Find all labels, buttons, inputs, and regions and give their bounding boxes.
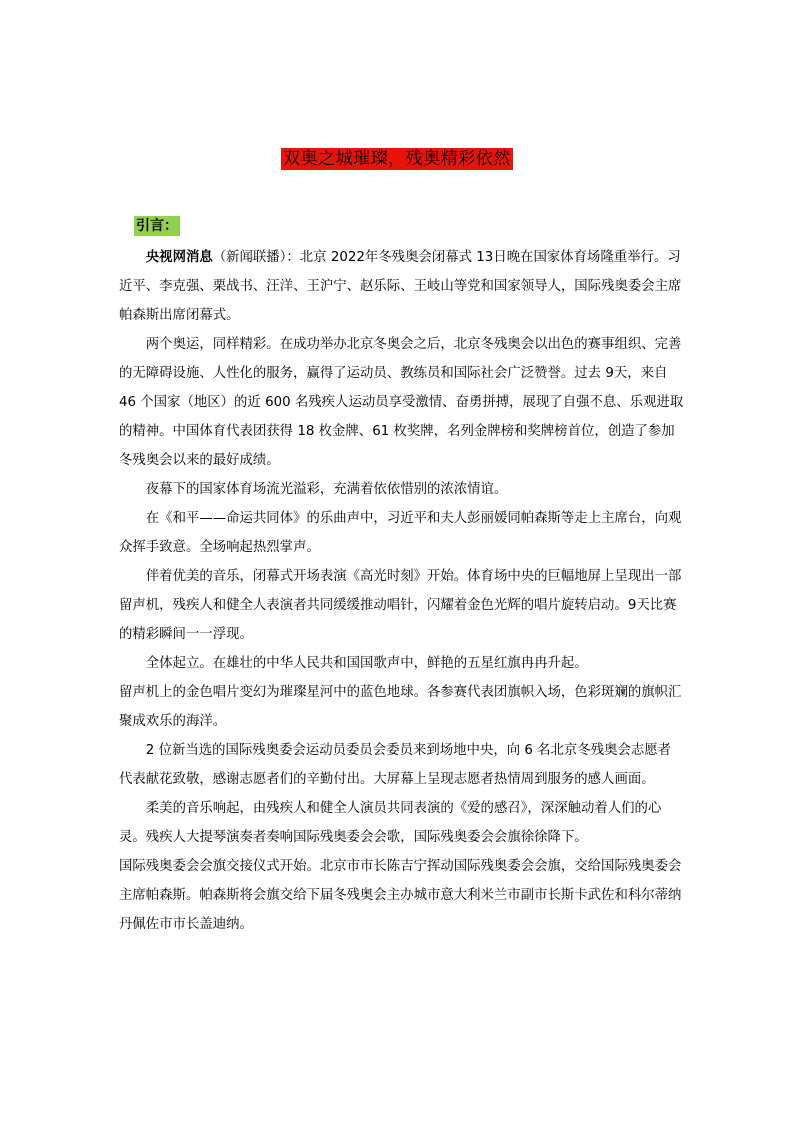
- title-container: [0, 148, 794, 170]
- paragraph-9: 柔美的音乐响起，由残疾人和健全人演员共同表演的《爱的感召》，深深触动着人们的心灵。残疾人大提琴演奏者奏响国际残奥委会会歌，国际残奥委会会旗徐徐降下。: [119, 801, 662, 845]
- paragraph-8: 2 位新当选的国际残奥委会运动员委员会委员来到场地中央，向 6 名北京冬残奥会志愿者代表献花致敬，感谢志愿者们的辛勤付出。大屏幕上呈现志愿者热情周到服务的感人画面。: [119, 743, 672, 787]
- paragraph-5: 伴着优美的音乐，闭幕式开场表演《高光时刻》开始。体育场中央的巨幅地屏上呈现出一部留声机，残疾人和健全人表演者共同缓缓推动唱针，闪耀着金色光辉的唱片旋转启动。9天比赛的精彩瞬间一一浮现。: [119, 569, 682, 642]
- paragraph-10: 国际残奥委会会旗交接仪式开始。北京市市长陈吉宁挥动国际残奥委会会旗，交给国际残奥委会主席帕森斯。帕森斯将会旗交给下届冬残奥会主办城市意大利米兰市副市长斯卡武佐和科尔蒂纳丹佩佐市市长盖迪纳。: [119, 859, 682, 932]
- paragraph-4: 在《和平——命运共同体》的乐曲声中，习近平和夫人彭丽媛同帕森斯等走上主席台，向观众挥手致意。全场响起热烈掌声。: [119, 511, 682, 555]
- paragraph-7: 留声机上的金色唱片变幻为璀璨星河中的蓝色地球。各参赛代表团旗帜入场，色彩斑斓的旗帜汇聚成欢乐的海洋。: [119, 685, 682, 729]
- paragraph-2: 两个奥运，同样精彩。在成功举办北京冬奥会之后，北京冬残奥会以出色的赛事组织、完善的无障碍设施、人性化的服务，赢得了运动员、教练员和国际社会广泛赞誉。过去 9天，来自 46 个国家（地区）的近 600 名残疾人运动员享受激情、奋勇拼搏，展现了自强不息、乐观进取的精神。中国体育代表团获得 18 枚金牌、61 枚奖牌，名列金牌榜和奖牌榜首位，创造了参加冬残奥会以来的最好成绩。: [119, 337, 684, 468]
- paragraph-6: 全体起立。在雄壮的中华人民共和国国歌声中，鲜艳的五星红旗冉冉升起。: [145, 656, 588, 671]
- article-body: [119, 243, 684, 939]
- paragraph-1: [119, 243, 684, 330]
- document-title: 双奥之城璀璨，残奥精彩依然: [283, 149, 511, 169]
- paragraph-text: （新闻联播）：北京 2022年冬残奥会闭幕式 13日晚在国家体育场隆重举行。习近平、李克强、栗战书、汪洋、王沪宁、赵乐际、王岐山等党和国家领导人，国际残奥委会主席帕森斯出席闭幕式。: [119, 250, 682, 323]
- paragraph-3: 夜幕下的国家体育场流光溢彩，充满着依依惜别的浓浓情谊。: [145, 482, 508, 497]
- paragraph-lead: 央视网消息: [145, 250, 213, 265]
- intro-label: 引言：: [136, 218, 178, 234]
